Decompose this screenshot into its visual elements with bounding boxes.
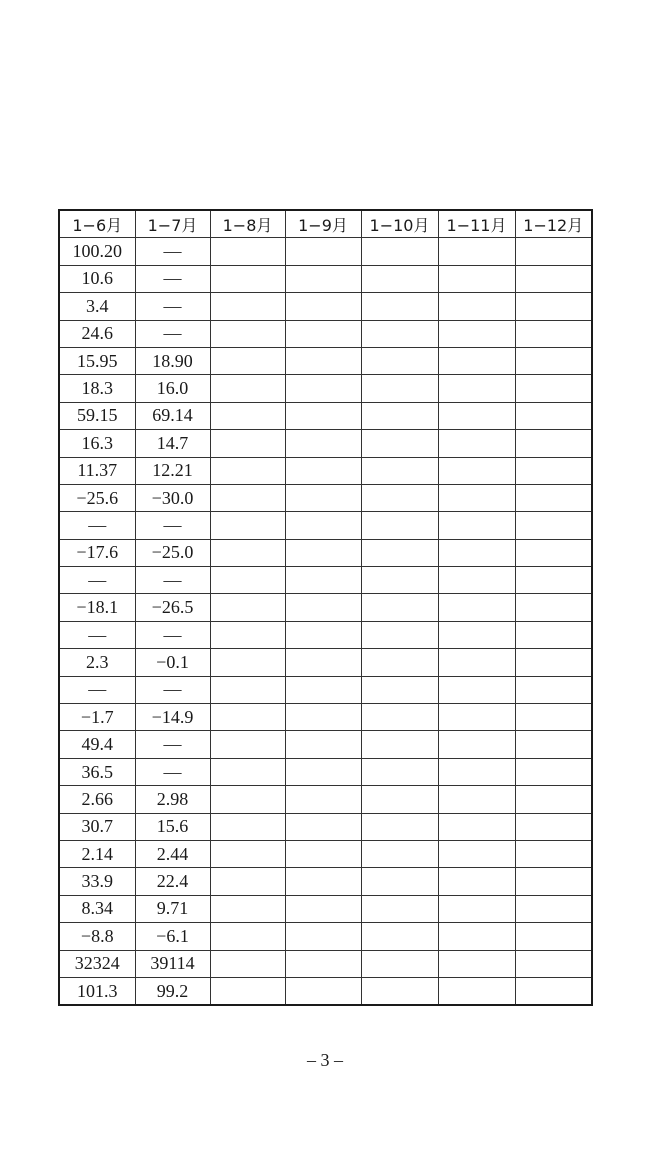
table-cell-jan-dec xyxy=(515,950,592,977)
table-cell-jan-dec xyxy=(515,594,592,621)
table-cell-jan-jul: −30.0 xyxy=(135,484,210,511)
table-cell-jan-jul: 2.98 xyxy=(135,786,210,813)
table-cell-jan-oct xyxy=(361,375,438,402)
table-cell-jan-dec xyxy=(515,923,592,950)
table-cell-jan-aug xyxy=(210,840,285,867)
table-cell-jan-nov xyxy=(438,484,515,511)
table-row xyxy=(59,320,592,347)
table-cell-jan-jun: 15.95 xyxy=(59,347,135,374)
table-cell-jan-jun: −8.8 xyxy=(59,923,135,950)
table-cell-jan-aug xyxy=(210,868,285,895)
statistics-table-container xyxy=(58,209,591,1006)
table-cell-jan-nov xyxy=(438,895,515,922)
table-cell-jan-jun: 24.6 xyxy=(59,320,135,347)
table-cell-jan-jul: — xyxy=(135,758,210,785)
table-cell-jan-dec xyxy=(515,320,592,347)
table-row xyxy=(59,457,592,484)
table-cell-jan-sep xyxy=(285,786,361,813)
table-cell-jan-nov xyxy=(438,320,515,347)
table-row xyxy=(59,621,592,648)
table-row xyxy=(59,731,592,758)
table-row xyxy=(59,895,592,922)
column-header-jan-nov: 1−11月 xyxy=(438,210,515,238)
column-header-jan-jun: 1−6月 xyxy=(59,210,135,238)
table-cell-jan-jul: 22.4 xyxy=(135,868,210,895)
table-cell-jan-oct xyxy=(361,457,438,484)
table-cell-jan-dec xyxy=(515,868,592,895)
table-cell-jan-dec xyxy=(515,539,592,566)
table-row xyxy=(59,430,592,457)
table-cell-jan-oct xyxy=(361,676,438,703)
table-cell-jan-aug xyxy=(210,402,285,429)
table-cell-jan-sep xyxy=(285,512,361,539)
table-cell-jan-jul: — xyxy=(135,512,210,539)
table-cell-jan-dec xyxy=(515,704,592,731)
table-cell-jan-sep xyxy=(285,895,361,922)
table-cell-jan-aug xyxy=(210,977,285,1005)
table-cell-jan-oct xyxy=(361,238,438,265)
table-cell-jan-oct xyxy=(361,512,438,539)
table-cell-jan-sep xyxy=(285,621,361,648)
table-cell-jan-jul: — xyxy=(135,265,210,292)
table-cell-jan-dec xyxy=(515,813,592,840)
table-cell-jan-jul: 2.44 xyxy=(135,840,210,867)
table-cell-jan-sep xyxy=(285,265,361,292)
table-cell-jan-aug xyxy=(210,265,285,292)
table-cell-jan-nov xyxy=(438,621,515,648)
table-cell-jan-sep xyxy=(285,375,361,402)
table-cell-jan-jun: 10.6 xyxy=(59,265,135,292)
table-cell-jan-sep xyxy=(285,950,361,977)
table-cell-jan-jun: 30.7 xyxy=(59,813,135,840)
table-cell-jan-aug xyxy=(210,621,285,648)
table-header-row xyxy=(59,210,592,238)
table-cell-jan-jun: 16.3 xyxy=(59,430,135,457)
column-header-jan-oct: 1−10月 xyxy=(361,210,438,238)
table-cell-jan-nov xyxy=(438,868,515,895)
table-cell-jan-sep xyxy=(285,649,361,676)
table-cell-jan-aug xyxy=(210,786,285,813)
table-cell-jan-aug xyxy=(210,676,285,703)
table-cell-jan-oct xyxy=(361,758,438,785)
table-cell-jan-jul: — xyxy=(135,567,210,594)
table-cell-jan-jun: 8.34 xyxy=(59,895,135,922)
table-row xyxy=(59,923,592,950)
table-cell-jan-dec xyxy=(515,977,592,1005)
table-cell-jan-nov xyxy=(438,512,515,539)
table-cell-jan-aug xyxy=(210,539,285,566)
table-cell-jan-nov xyxy=(438,375,515,402)
table-cell-jan-nov xyxy=(438,238,515,265)
table-cell-jan-aug xyxy=(210,567,285,594)
table-row xyxy=(59,594,592,621)
table-row xyxy=(59,402,592,429)
table-cell-jan-jul: −0.1 xyxy=(135,649,210,676)
table-cell-jan-aug xyxy=(210,758,285,785)
table-cell-jan-aug xyxy=(210,375,285,402)
table-cell-jan-jul: 16.0 xyxy=(135,375,210,402)
table-cell-jan-oct xyxy=(361,567,438,594)
table-cell-jan-jul: −26.5 xyxy=(135,594,210,621)
table-row xyxy=(59,758,592,785)
table-cell-jan-nov xyxy=(438,676,515,703)
table-cell-jan-nov xyxy=(438,704,515,731)
table-cell-jan-sep xyxy=(285,430,361,457)
table-cell-jan-oct xyxy=(361,704,438,731)
table-cell-jan-jun: 2.3 xyxy=(59,649,135,676)
table-cell-jan-oct xyxy=(361,594,438,621)
table-cell-jan-aug xyxy=(210,649,285,676)
table-cell-jan-jun: — xyxy=(59,512,135,539)
table-row xyxy=(59,649,592,676)
table-cell-jan-jun: 100.20 xyxy=(59,238,135,265)
table-cell-jan-jul: 69.14 xyxy=(135,402,210,429)
table-cell-jan-nov xyxy=(438,950,515,977)
table-cell-jan-sep xyxy=(285,567,361,594)
table-cell-jan-aug xyxy=(210,731,285,758)
table-cell-jan-nov xyxy=(438,293,515,320)
table-cell-jan-sep xyxy=(285,758,361,785)
table-cell-jan-jul: — xyxy=(135,676,210,703)
table-cell-jan-oct xyxy=(361,731,438,758)
table-cell-jan-jul: 99.2 xyxy=(135,977,210,1005)
table-cell-jan-nov xyxy=(438,649,515,676)
table-cell-jan-jun: 33.9 xyxy=(59,868,135,895)
table-cell-jan-jun: 59.15 xyxy=(59,402,135,429)
table-cell-jan-oct xyxy=(361,320,438,347)
table-cell-jan-nov xyxy=(438,594,515,621)
table-cell-jan-dec xyxy=(515,293,592,320)
table-body xyxy=(59,238,592,1005)
table-row xyxy=(59,293,592,320)
table-cell-jan-oct xyxy=(361,786,438,813)
table-cell-jan-jul: — xyxy=(135,293,210,320)
table-cell-jan-dec xyxy=(515,457,592,484)
table-cell-jan-nov xyxy=(438,977,515,1005)
table-cell-jan-dec xyxy=(515,512,592,539)
table-cell-jan-jul: 15.6 xyxy=(135,813,210,840)
table-cell-jan-jul: 14.7 xyxy=(135,430,210,457)
table-cell-jan-jul: — xyxy=(135,621,210,648)
table-cell-jan-aug xyxy=(210,512,285,539)
table-cell-jan-sep xyxy=(285,594,361,621)
table-cell-jan-oct xyxy=(361,347,438,374)
table-cell-jan-oct xyxy=(361,950,438,977)
table-cell-jan-sep xyxy=(285,484,361,511)
table-cell-jan-sep xyxy=(285,347,361,374)
column-header-jan-dec: 1−12月 xyxy=(515,210,592,238)
table-cell-jan-oct xyxy=(361,977,438,1005)
table-cell-jan-dec xyxy=(515,649,592,676)
table-cell-jan-aug xyxy=(210,923,285,950)
table-cell-jan-oct xyxy=(361,813,438,840)
table-cell-jan-oct xyxy=(361,539,438,566)
table-cell-jan-dec xyxy=(515,402,592,429)
table-cell-jan-jun: 2.66 xyxy=(59,786,135,813)
table-cell-jan-jun: — xyxy=(59,621,135,648)
table-cell-jan-sep xyxy=(285,402,361,429)
table-cell-jan-aug xyxy=(210,320,285,347)
table-cell-jan-jun: 3.4 xyxy=(59,293,135,320)
table-cell-jan-oct xyxy=(361,484,438,511)
table-cell-jan-jun: 49.4 xyxy=(59,731,135,758)
table-cell-jan-nov xyxy=(438,539,515,566)
column-header-jan-aug: 1−8月 xyxy=(210,210,285,238)
table-cell-jan-dec xyxy=(515,840,592,867)
table-row xyxy=(59,704,592,731)
table-cell-jan-jun: −1.7 xyxy=(59,704,135,731)
table-cell-jan-dec xyxy=(515,731,592,758)
table-cell-jan-dec xyxy=(515,265,592,292)
table-cell-jan-jun: −25.6 xyxy=(59,484,135,511)
table-cell-jan-nov xyxy=(438,430,515,457)
table-row xyxy=(59,786,592,813)
table-cell-jan-nov xyxy=(438,347,515,374)
table-cell-jan-dec xyxy=(515,895,592,922)
table-cell-jan-jul: −6.1 xyxy=(135,923,210,950)
table-cell-jan-sep xyxy=(285,539,361,566)
table-cell-jan-aug xyxy=(210,704,285,731)
table-row xyxy=(59,567,592,594)
table-cell-jan-jun: 101.3 xyxy=(59,977,135,1005)
table-cell-jan-oct xyxy=(361,621,438,648)
monthly-statistics-table xyxy=(58,209,593,1006)
table-cell-jan-jun: 2.14 xyxy=(59,840,135,867)
table-cell-jan-sep xyxy=(285,320,361,347)
table-cell-jan-jul: 39114 xyxy=(135,950,210,977)
table-cell-jan-sep xyxy=(285,293,361,320)
table-cell-jan-oct xyxy=(361,868,438,895)
table-cell-jan-sep xyxy=(285,704,361,731)
table-cell-jan-aug xyxy=(210,238,285,265)
table-cell-jan-oct xyxy=(361,402,438,429)
table-cell-jan-sep xyxy=(285,977,361,1005)
table-cell-jan-sep xyxy=(285,731,361,758)
table-cell-jan-aug xyxy=(210,950,285,977)
table-cell-jan-aug xyxy=(210,813,285,840)
table-cell-jan-aug xyxy=(210,430,285,457)
table-cell-jan-dec xyxy=(515,238,592,265)
table-cell-jan-jun: −18.1 xyxy=(59,594,135,621)
table-cell-jan-nov xyxy=(438,758,515,785)
table-row xyxy=(59,813,592,840)
table-cell-jan-dec xyxy=(515,621,592,648)
table-cell-jan-aug xyxy=(210,484,285,511)
table-cell-jan-nov xyxy=(438,731,515,758)
table-cell-jan-aug xyxy=(210,293,285,320)
table-row xyxy=(59,840,592,867)
table-cell-jan-nov xyxy=(438,567,515,594)
table-row xyxy=(59,238,592,265)
table-cell-jan-jul: — xyxy=(135,320,210,347)
table-cell-jan-oct xyxy=(361,430,438,457)
table-cell-jan-sep xyxy=(285,868,361,895)
table-row xyxy=(59,539,592,566)
table-cell-jan-oct xyxy=(361,895,438,922)
table-cell-jan-jul: −25.0 xyxy=(135,539,210,566)
table-cell-jan-sep xyxy=(285,238,361,265)
table-cell-jan-oct xyxy=(361,649,438,676)
table-row xyxy=(59,375,592,402)
table-cell-jan-oct xyxy=(361,265,438,292)
table-row xyxy=(59,265,592,292)
table-cell-jan-nov xyxy=(438,786,515,813)
table-cell-jan-aug xyxy=(210,594,285,621)
table-cell-jan-jul: 18.90 xyxy=(135,347,210,374)
table-row xyxy=(59,676,592,703)
table-cell-jan-nov xyxy=(438,840,515,867)
table-cell-jan-dec xyxy=(515,430,592,457)
column-header-jan-jul: 1−7月 xyxy=(135,210,210,238)
table-row xyxy=(59,347,592,374)
table-cell-jan-dec xyxy=(515,484,592,511)
table-cell-jan-aug xyxy=(210,347,285,374)
table-row xyxy=(59,950,592,977)
table-row xyxy=(59,484,592,511)
table-cell-jan-nov xyxy=(438,813,515,840)
table-cell-jan-dec xyxy=(515,786,592,813)
table-row xyxy=(59,977,592,1005)
table-cell-jan-nov xyxy=(438,923,515,950)
table-cell-jan-sep xyxy=(285,923,361,950)
table-cell-jan-jul: −14.9 xyxy=(135,704,210,731)
table-row xyxy=(59,512,592,539)
table-cell-jan-jul: 12.21 xyxy=(135,457,210,484)
table-cell-jan-nov xyxy=(438,457,515,484)
table-cell-jan-dec xyxy=(515,375,592,402)
table-cell-jan-jun: — xyxy=(59,676,135,703)
table-cell-jan-aug xyxy=(210,895,285,922)
table-cell-jan-jun: 11.37 xyxy=(59,457,135,484)
table-cell-jan-oct xyxy=(361,923,438,950)
table-cell-jan-nov xyxy=(438,265,515,292)
table-cell-jan-jun: 36.5 xyxy=(59,758,135,785)
table-cell-jan-jul: 9.71 xyxy=(135,895,210,922)
table-cell-jan-aug xyxy=(210,457,285,484)
table-cell-jan-sep xyxy=(285,457,361,484)
table-cell-jan-dec xyxy=(515,758,592,785)
table-cell-jan-jun: — xyxy=(59,567,135,594)
table-cell-jan-sep xyxy=(285,840,361,867)
table-cell-jan-nov xyxy=(438,402,515,429)
table-cell-jan-dec xyxy=(515,347,592,374)
table-cell-jan-sep xyxy=(285,813,361,840)
table-cell-jan-dec xyxy=(515,567,592,594)
table-cell-jan-jul: — xyxy=(135,238,210,265)
table-cell-jan-oct xyxy=(361,293,438,320)
table-cell-jan-dec xyxy=(515,676,592,703)
table-cell-jan-jul: — xyxy=(135,731,210,758)
table-row xyxy=(59,868,592,895)
page-number: – 3 – xyxy=(307,1050,343,1070)
table-cell-jan-jun: 32324 xyxy=(59,950,135,977)
table-cell-jan-oct xyxy=(361,840,438,867)
column-header-jan-sep: 1−9月 xyxy=(285,210,361,238)
table-cell-jan-jun: −17.6 xyxy=(59,539,135,566)
table-cell-jan-jun: 18.3 xyxy=(59,375,135,402)
table-cell-jan-sep xyxy=(285,676,361,703)
